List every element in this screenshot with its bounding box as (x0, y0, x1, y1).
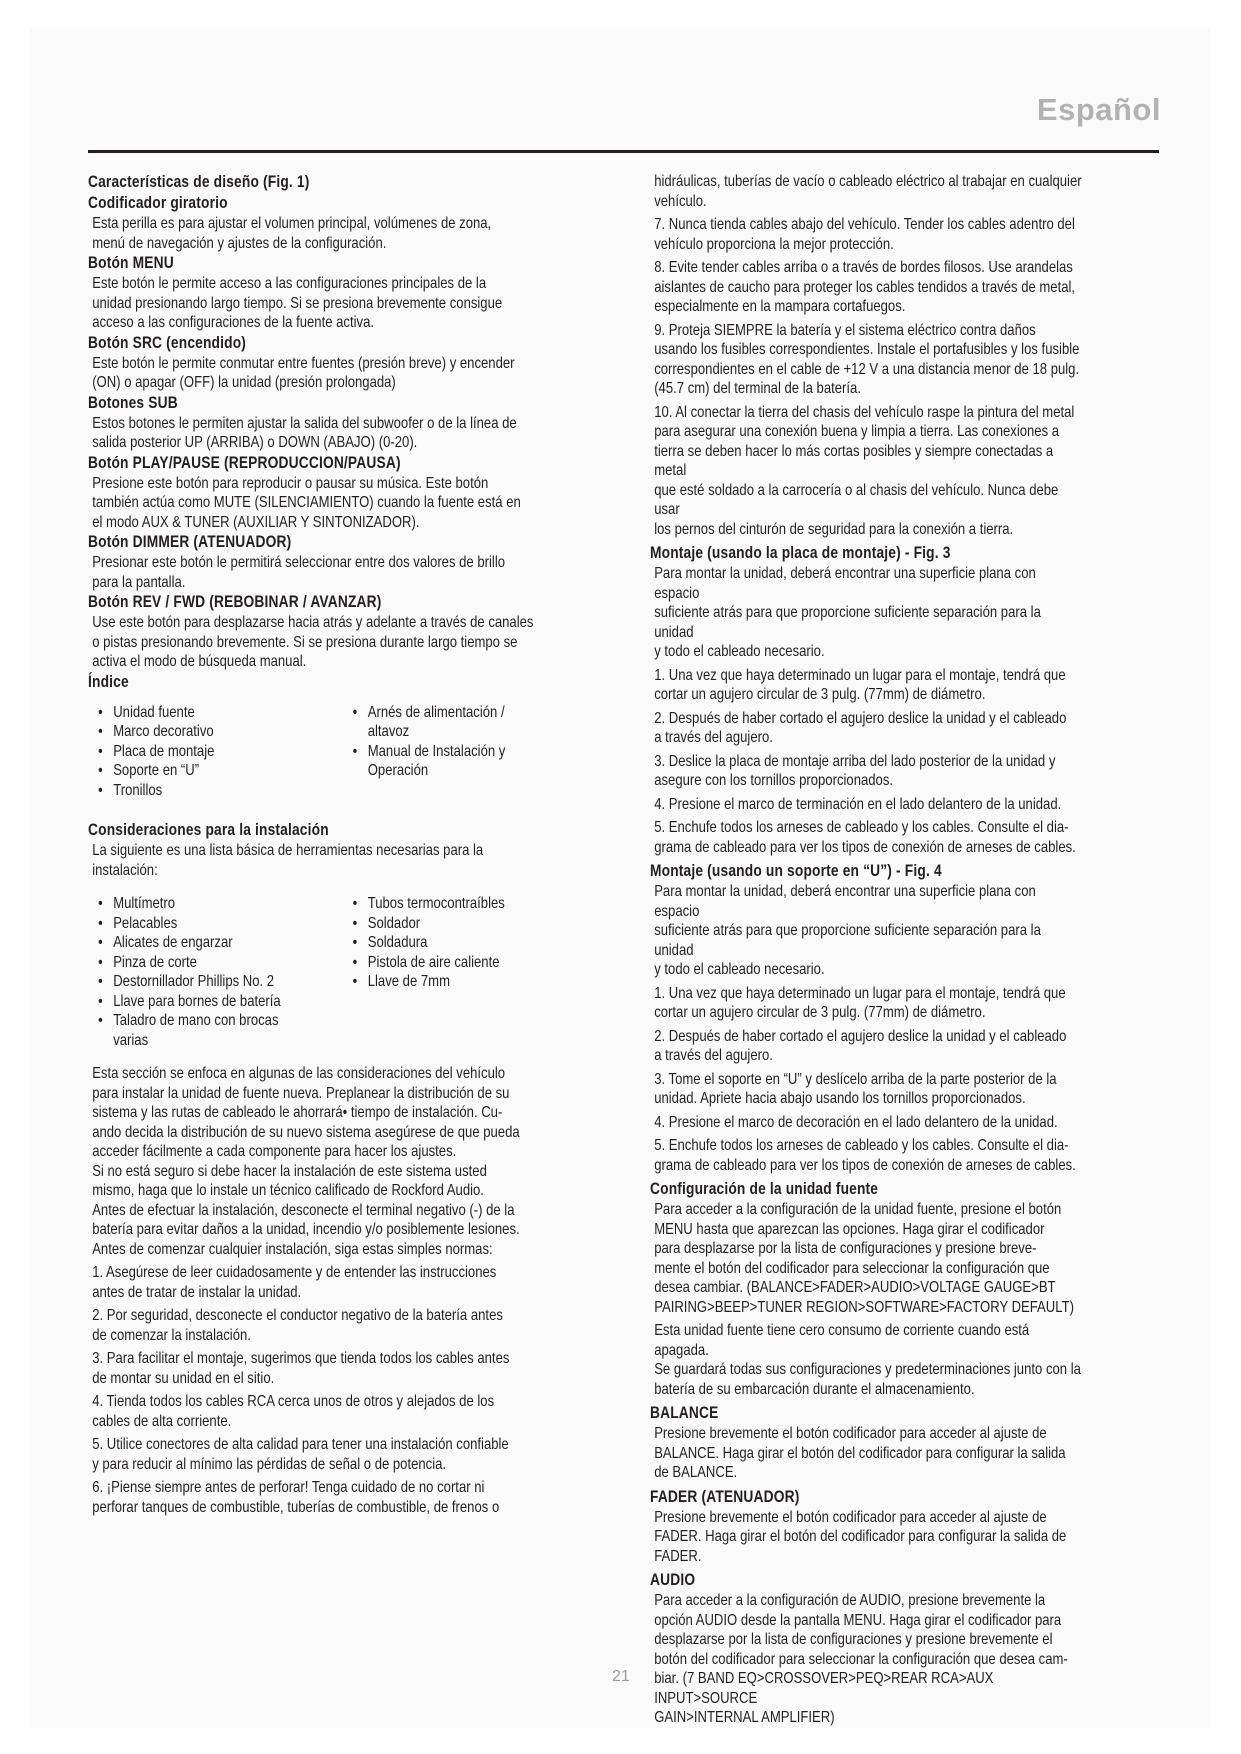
rev-fwd-text: Use este botón para desplazarse hacia atrás y adelante a través de canales o pistas presionando brevemente. Si se presiona durante largo tiempo se activa el modo de búsqueda manual. (92, 614, 534, 670)
list-item: • Manual de Instalación y (353, 742, 563, 762)
tools-list (88, 894, 568, 1050)
rev-fwd-heading: Botón REV / FWD (REBOBINAR / AVANZAR) (88, 593, 382, 611)
list-item: • Soldador (353, 914, 563, 934)
plate-step-4: 4. Presione el marco de terminación en el lado delantero de la unidad. (654, 795, 1062, 813)
audio-heading: AUDIO (650, 1571, 696, 1589)
plate-step-5: 5. Enchufe todos los arneses de cableado y los cables. Consulte el dia- grama de cableado para ver los tipos de conexión de arneses de cables. (654, 819, 1076, 856)
list-item: • Marco decorativo (98, 722, 353, 742)
config-text: Para acceder a la configuración de la unidad fuente, presione el botón MENU hasta que aparezcan las opciones. Haga girar el codificador para desplazarse por la lista de configuraciones y presione breve- mente el botón del codificador para seleccionar la configuración que desea cambiar. (BALANCE>FADER>AUDIO>VOLTAGE GAUGE>BT PAIRING>BEEP>TUNER REGION>SOFTWARE>FACTORY DEFAULT) (654, 1201, 1074, 1316)
src-heading: Botón SRC (encendido) (88, 333, 247, 352)
sub-text: Estos botones le permiten ajustar la salida del subwoofer o de la línea de salida posterior UP (ARRIBA) o DOWN (ABAJO) (0-20). (92, 414, 517, 451)
fader-heading: FADER (ATENUADOR) (650, 1487, 800, 1506)
install-text: La siguiente es una lista básica de herramientas necesarias para la instalación: (92, 842, 484, 879)
list-item: • Soldadura (353, 933, 563, 953)
encoder-text: Esta perilla es para ajustar el volumen principal, volúmenes de zona, menú de navegación y ajustes de la configuración. (92, 215, 492, 252)
list-item-continuation: altavoz (367, 723, 410, 740)
vehicle-considerations-text: Esta sección se enfoca en algunas de las consideraciones del vehículo para instalar la unidad de fuente nueva. Preplanear la distribución de su sistema y las rutas de cableado le ahorrará• tiempo de instalación. Cu- ando decida la distribución de su nuevo sistema asegúrese de que pueda acceder fácilmente a cada componente para hacer los ajustes. Si no está seguro si debe hacer la instalación de este sistema usted mismo, haga que lo instale un técnico calificado de Rockford Audio. Antes de efectuar la instalación, desconecte el terminal negativo (-) de la batería para evitar daños a la unidad, incendio y/o posiblemente lesiones. Antes de comenzar cualquier instalación, siga estas simples normas: (92, 1065, 520, 1258)
play-pause-text: Presione este botón para reproducir o pausar su música. Este botón también actúa como MUTE (SILENCIAMIENTO) cuando la fuente está en el modo AUX & TUNER (AUXILIAR Y SINTONIZADOR). (92, 474, 521, 531)
fader-text: Presione brevemente el botón codificador para acceder al ajuste de FADER. Haga girar el botón del codificador para configurar la salida de FADER. (654, 1508, 1067, 1565)
dimmer-text: Presionar este botón le permitirá seleccionar entre dos valores de brillo para la pantalla. (92, 554, 506, 591)
rule-4: 4. Tienda todos los cables RCA cerca unos de otros y alejados de los cables de alta corriente. (92, 1393, 495, 1430)
u-step-2: 2. Después de haber cortado el agujero deslice la unidad y el cableado a través del agujero. (654, 1027, 1067, 1064)
play-pause-heading: Botón PLAY/PAUSE (REPRODUCCION/PAUSA) (88, 453, 401, 472)
rule-1: 1. Asegúrese de leer cuidadosamente y de entender las instrucciones antes de tratar de instalar la unidad. (92, 1264, 497, 1301)
language-heading: Español (1036, 92, 1161, 127)
list-item: • Tubos termocontraíbles (353, 894, 563, 914)
list-item-continuation: Operación (367, 762, 429, 779)
plate-step-2: 2. Después de haber cortado el agujero deslice la unidad y el cableado a través del agujero. (654, 709, 1067, 746)
u-bracket-heading: Montaje (usando un soporte en “U”) - Fig. 4 (650, 862, 942, 880)
menu-text: Este botón le permite acceso a las configuraciones principales de la unidad presionando largo tiempo. Si se presiona brevemente consigue acceso a las configuraciones de la fuente activa. (92, 275, 503, 331)
left-column (88, 172, 568, 1517)
u-bracket-intro: Para montar la unidad, deberá encontrar una superficie plana con espacio suficiente atrás para que proporcione suficiente separación para la unidad y todo el cableado necesario. (654, 883, 1041, 978)
rule-3: 3. Para facilitar el montaje, sugerimos que tienda todos los cables antes de montar su unidad en el sitio. (92, 1350, 510, 1387)
list-item: • Llave para bornes de batería (98, 992, 353, 1012)
u-step-1: 1. Una vez que haya determinado un lugar para el montaje, tendrá que cortar un agujero circular de 3 pulg. (77mm) de diámetro. (654, 984, 1066, 1021)
list-item: • Unidad fuente (98, 703, 353, 723)
list-item: • Taladro de mano con brocas (98, 1011, 353, 1031)
plate-step-3: 3. Deslice la placa de montaje arriba del lado posterior de la unidad y asegure con los tornillos proporcionados. (654, 752, 1056, 789)
plate-mount-intro: Para montar la unidad, deberá encontrar una superficie plana con espacio suficiente atrás para que proporcione suficiente separación para la unidad y todo el cableado necesario. (654, 565, 1041, 660)
encoder-heading: Codificador giratorio (88, 194, 228, 212)
rule-6: 6. ¡Piense siempre antes de perforar! Tenga cuidado de no cortar ni perforar tanques de combustible, tuberías de combustible, de frenos o (92, 1479, 500, 1516)
balance-text: Presione brevemente el botón codificador para acceder al ajuste de BALANCE. Haga girar el botón del codificador para configurar la salida de BALANCE. (654, 1425, 1066, 1481)
sub-heading: Botones SUB (88, 393, 178, 412)
list-item: • Pinza de corte (98, 953, 353, 973)
page-number: 21 (612, 1668, 630, 1685)
rule-2: 2. Por seguridad, desconecte el conductor negativo de la batería antes de comenzar la instalación. (92, 1307, 503, 1344)
list-item: • Llave de 7mm (353, 972, 563, 992)
config-heading: Configuración de la unidad fuente (650, 1180, 879, 1198)
plate-step-1: 1. Una vez que haya determinado un lugar para el montaje, tendrá que cortar un agujero circular de 3 pulg. (77mm) de diámetro. (654, 666, 1066, 703)
index-list (88, 703, 568, 801)
u-step-4: 4. Presione el marco de decoración en el lado delantero de la unidad. (654, 1113, 1058, 1131)
index-heading: Índice (88, 672, 129, 691)
list-item: • Arnés de alimentación / (353, 703, 563, 723)
u-step-3: 3. Tome el soporte en “U” y deslícelo arriba de la parte posterior de la unidad. Apriete hacia abajo usando los tornillos proporcionados. (654, 1070, 1057, 1107)
rule-7: 7. Nunca tienda cables abajo del vehículo. Tender los cables adentro del vehículo proporciona la mejor protección. (654, 216, 1075, 253)
list-item: • Soporte en “U” (98, 761, 353, 781)
src-text: Este botón le permite conmutar entre fuentes (presión breve) y encender (ON) o apagar (OFF) la unidad (presión prolongada) (92, 354, 515, 391)
list-item: • Destornillador Phillips No. 2 (98, 972, 353, 992)
right-column (650, 172, 1083, 1728)
balance-heading: BALANCE (650, 1404, 719, 1422)
audio-text: Para acceder a la configuración de AUDIO, presione brevemente la opción AUDIO desde la pantalla MENU. Haga girar el codificador para desplazarse por la lista de configuraciones y presione brevemente el botón del codificador para seleccionar la configuración que desea cam- biar. (7 BAND EQ>CROSSOVER>PEQ>REAR RCA>AUX INPUT>SOURCE GAIN>INTERNAL AMPLIFIER) (654, 1592, 1068, 1726)
install-heading: Consideraciones para la instalación (88, 821, 329, 839)
design-features-heading: Características de diseño (Fig. 1) (88, 173, 310, 191)
list-item-continuation: varias (113, 1031, 149, 1049)
config-text-2: Esta unidad fuente tiene cero consumo de corriente cuando está apagada. Se guardará todas sus configuraciones y predeterminaciones junto con la batería de su embarcación durante el almacenamiento. (654, 1322, 1081, 1398)
list-item: • Multímetro (98, 894, 353, 914)
list-item: • Placa de montaje (98, 742, 353, 762)
plate-mount-heading: Montaje (usando la placa de montaje) - Fig. 3 (650, 544, 951, 562)
list-item: • Tronillos (98, 781, 353, 801)
list-item: • Pelacables (98, 914, 353, 934)
list-item: • Alicates de engarzar (98, 933, 353, 953)
u-step-5: 5. Enchufe todos los arneses de cableado y los cables. Consulte el dia- grama de cableado para ver los tipos de conexión de arneses de cables. (654, 1137, 1076, 1174)
rule-10: 10. Al conectar la tierra del chasis del vehículo raspe la pintura del metal para asegurar una conexión buena y limpia a tierra. Las conexiones a tierra se deben hacer lo más cortas posibles y siempre conectadas a metal que esté soldado a la carrocería o al chasis del vehículo. Nunca debe usar los pernos del cinturón de seguridad para la conexión a tierra. (654, 403, 1075, 538)
dimmer-heading: Botón DIMMER (ATENUADOR) (88, 533, 292, 551)
rule-6-continued: hidráulicas, tuberías de vacío o cableado eléctrico al trabajar en cualquier vehículo. (654, 173, 1082, 210)
rule-5: 5. Utilice conectores de alta calidad para tener una instalación confiable y para reducir al mínimo las pérdidas de señal o de potencia. (92, 1436, 509, 1473)
list-item: • Pistola de aire caliente (353, 953, 563, 973)
menu-heading: Botón MENU (88, 254, 174, 272)
header-rule (88, 150, 1159, 153)
rule-8: 8. Evite tender cables arriba o a través de bordes filosos. Use arandelas aislantes de caucho para proteger los cables tendidos a través de metal, especialmente en la mampara cortafuegos. (654, 259, 1076, 315)
rule-9: 9. Proteja SIEMPRE la batería y el sistema eléctrico contra daños usando los fusibles correspondientes. Instale el portafusibles y los fusible correspondientes en el cable de +12 V a una distancia menor de 18 pulg. (45.7 cm) del terminal de la batería. (654, 321, 1080, 397)
